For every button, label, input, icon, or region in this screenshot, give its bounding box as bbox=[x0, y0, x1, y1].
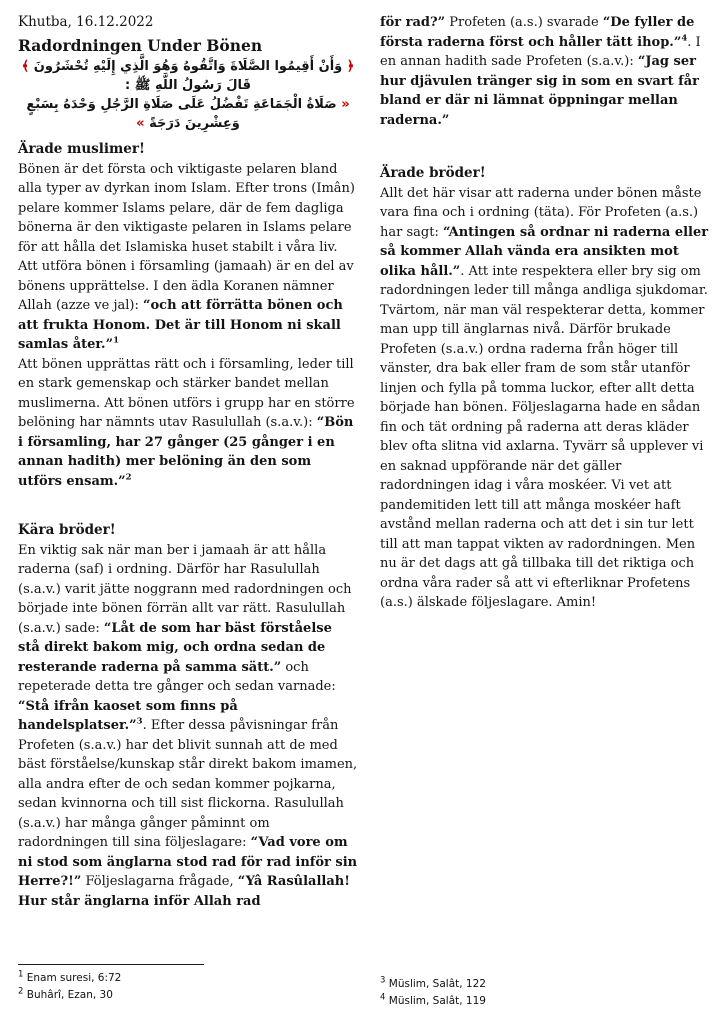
left-column bbox=[18, 13, 358, 911]
text-run: En viktig sak när man ber i jamaah är att hålla raderna (saf) i ordning. Därför har Rasulullah (s.a.v.) varit jätte noggrann med radordningen och började inte bönen förrän allt var rätt. Rasulullah (s.a.v.) sade: bbox=[18, 542, 352, 636]
footnote: $^4$ Müslim, Salât, 119 bbox=[380, 992, 486, 1007]
text-run: “Stå ifrån kaoset som finns på handelsplatser.” bbox=[18, 698, 238, 733]
text-run: och repeterade detta tre gånger och sedan varnade: bbox=[18, 659, 336, 694]
section-heading: Ärade bröder! bbox=[380, 165, 486, 181]
text-run: för rad?” bbox=[380, 15, 446, 30]
footnote-reference: 4 bbox=[681, 33, 688, 44]
paragraph bbox=[380, 13, 712, 130]
two-column-layout bbox=[18, 13, 712, 911]
text-run: “och att förrätta bönen och att frukta Honom. Det är till Honom ni skall samlas åter.” bbox=[18, 298, 343, 352]
ornate-close-bracket: ﴾ bbox=[21, 59, 30, 74]
text-run: Profeten (a.s.) svarade bbox=[445, 15, 603, 30]
text-run: “De fyller de första raderna först och håller tätt ihop.” bbox=[380, 15, 695, 50]
hadith-arabic-line bbox=[18, 95, 358, 133]
document-title: Radordningen Under Bönen bbox=[18, 36, 263, 55]
footnotes-left-list bbox=[18, 970, 358, 1004]
text-run: “Bön i församling, har 27 gånger (25 gånger i en annan hadith) mer belöning än den som utförs ensam.” bbox=[18, 415, 354, 489]
text-run: “Jag ser hur djävulen tränger sig in som en svart får bland er där ni lämnat öppningar mellan raderna.” bbox=[380, 54, 700, 128]
footnote-number: 4 bbox=[380, 992, 386, 1003]
paragraph bbox=[18, 541, 358, 912]
ornate-open-bracket: ﴿ bbox=[346, 59, 355, 74]
khutba-date: Khutba, 16.12.2022 bbox=[18, 14, 154, 30]
footnote-number: 2 bbox=[18, 986, 24, 997]
guillemet-open: « bbox=[341, 97, 350, 112]
footnote-reference: 3 bbox=[136, 716, 143, 727]
footnote-number: 3 bbox=[380, 975, 386, 986]
footnotes-right bbox=[380, 976, 712, 1010]
hadith-arabic-text: صَلَاةُ الْجَمَاعَةِ تَفْضُلُ عَلَى صَلَاةِ الرَّجُلِ وَحْدَهُ بِسَبْعٍ وَعِشْرِينَ دَرَجَةً bbox=[26, 97, 337, 131]
footnote-reference: 1 bbox=[113, 335, 119, 346]
footnote: $^1$ Enam suresi, 6:72 bbox=[18, 969, 122, 984]
text-run: Att bönen upprättas rätt och i församling, leder till en stark gemenskap och stärker bandet mellan muslimerna. Att bönen utförs i grupp har en större belöning har nämnts utav Rasulullah (s.a.v.): bbox=[18, 356, 355, 430]
right-column-body bbox=[380, 13, 712, 613]
footnote-number: 1 bbox=[18, 969, 24, 980]
section-heading: Ärade muslimer! bbox=[18, 141, 145, 157]
text-run: Följeslagarna frågade, bbox=[81, 874, 238, 889]
spacer bbox=[380, 130, 712, 164]
footnotes-right-list bbox=[380, 976, 712, 1010]
paragraph bbox=[18, 355, 358, 492]
text-run: Allt det här visar att raderna under bönen måste vara fina och i ordning (täta). För Profeten (a.s.) har sagt: bbox=[380, 185, 702, 240]
footnote: $^3$ Müslim, Salât, 122 bbox=[380, 975, 486, 990]
left-column-body bbox=[18, 140, 358, 911]
qala-rasulullah-line: قَالَ رَسُولُ اللَّهِ ﷺ : bbox=[125, 78, 251, 93]
text-run: “Vad vore om ni stod som änglarna stod rad för rad inför sin Herre?!” bbox=[18, 835, 358, 889]
text-run: . I en annan hadith sade Profeten (s.a.v.): bbox=[380, 34, 701, 69]
text-run: Bönen är det första och viktigaste pelaren bland alla typer av dyrkan inom Islam. Efter trons (Imân) pelare kommer Islams pelare, där de fem dagliga bönerna är den viktigaste pelaren in Islams pelare för att hålla det Islamiska huset stabilt i våra liv. Att utföra bönen i församling (jamaah) är en del av bönens upprättelse. I den ädla Koranen nämner Allah (azze ve jal): bbox=[18, 161, 355, 313]
paragraph bbox=[18, 160, 358, 355]
quran-verse-text: وَأَنْ أَقِيمُوا الصَّلَاةَ وَاتَّقُوهُ وَهُوَ الَّذِي إِلَيْهِ تُحْشَرُونَ bbox=[33, 59, 343, 74]
document-header bbox=[18, 13, 358, 133]
guillemet-close: » bbox=[136, 116, 145, 131]
footnotes-left bbox=[18, 964, 358, 1004]
text-run: “Yâ Rasûlallah! Hur står änglarna inför Allah rad bbox=[18, 874, 350, 909]
arabic-block bbox=[18, 57, 358, 133]
spacer bbox=[18, 491, 358, 521]
footnote: $^2$ Buhârî, Ezan, 30 bbox=[18, 986, 113, 1001]
text-run: . Efter dessa påvisningar från Profeten (s.a.v.) har det blivit sunnah att de med bäst förståelse/kunskap står direkt bakom imamen, alla andra efter de och sedan kommer pojkarna, sedan kvinnorna och till sist flickorna. Rasulullah (s.a.v.) har många gånger påminnt om radordningen till sina följeslagare: bbox=[18, 718, 358, 850]
text-run: “Antingen så ordnar ni raderna eller så kommer Allah vända era ansikten mot olika håll.” bbox=[380, 224, 709, 279]
text-run: “Låt de som har bäst förståelse stå direkt bakom mig, och ordna sedan de resterande raderna på samma sätt.” bbox=[18, 620, 332, 675]
quran-verse-line bbox=[18, 57, 358, 76]
footnote-separator-line bbox=[18, 964, 204, 965]
footnote-reference: 2 bbox=[125, 472, 132, 483]
text-run: . Att inte respektera eller bry sig om radordningen leder till många andliga sjukdomar. Tvärtom, när man väl respekterar detta, kommer man upp till änglarnas nivå. Därför brukade Profeten (s.a.v.) ordna raderna från höger till vänster, dra bak eller fram de som står utanför linjen och fylla på tomma luckor, efter allt detta började han bönen. Följeslagarna hade en sådan fin och tät ordning på raderna att deras kläder blev ofta slitna vid axlarna. Tyvärr så upplever vi en saknad uppförande när det gäller radordningen idag i våra moskéer. Vi vet att pandemitiden lett till att många moskéer haft avstånd mellan raderna och att det i sin tur lett till att man tappat vikten av radordningen. Men nu är det dags att gå tillbaka till det riktiga och ordna våra rader så att vi efterliknar Profetens (a.s.) älskade följeslagare. Amin! bbox=[380, 263, 708, 610]
paragraph bbox=[380, 184, 712, 613]
right-column bbox=[380, 13, 712, 613]
section-heading: Kära bröder! bbox=[18, 522, 116, 538]
